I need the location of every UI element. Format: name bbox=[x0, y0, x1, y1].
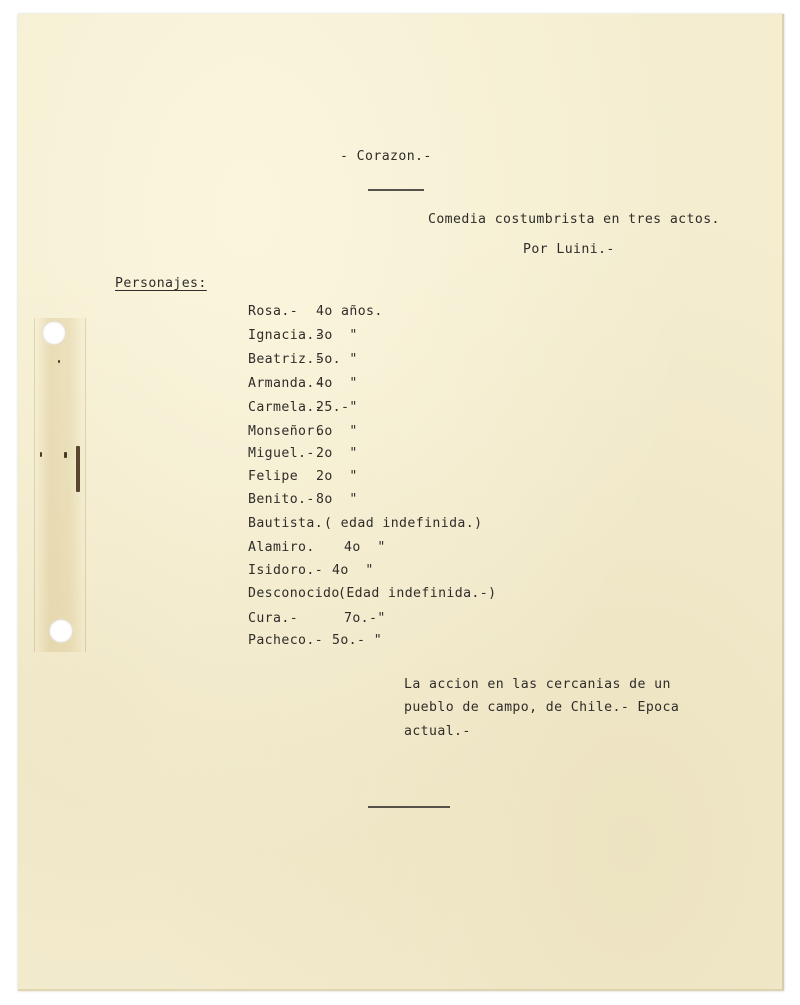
setting-line: La accion en las cercanias de un bbox=[404, 677, 671, 692]
setting-line: actual.- bbox=[404, 724, 471, 739]
ink-speck bbox=[76, 446, 80, 492]
cast-name: Pacheco.- bbox=[248, 633, 324, 648]
ink-speck bbox=[40, 452, 42, 457]
cast-name: Alamiro. bbox=[248, 540, 315, 555]
cast-age: 8o " bbox=[316, 492, 358, 507]
cast-name: Beatriz.- bbox=[248, 352, 324, 367]
cast-age: 7o.-" bbox=[344, 611, 386, 626]
punch-hole-bottom bbox=[49, 619, 73, 643]
cast-name: Felipe bbox=[248, 469, 299, 484]
play-title: - Corazon.- bbox=[340, 149, 432, 164]
cast-age: 6o " bbox=[316, 424, 358, 439]
cast-name: Armanda.- bbox=[248, 376, 324, 391]
cast-age: 4o " bbox=[332, 563, 374, 578]
cast-name: Cura.- bbox=[248, 611, 299, 626]
cast-age: ( edad indefinida.) bbox=[324, 516, 483, 531]
cast-age: 4o " bbox=[344, 540, 386, 555]
cast-age: 3o " bbox=[316, 328, 358, 343]
cast-name: Rosa.- bbox=[248, 304, 299, 319]
cast-name: Carmela.- bbox=[248, 400, 324, 415]
cast-name: Isidoro.- bbox=[248, 563, 324, 578]
cast-name: Bautista. bbox=[248, 516, 324, 531]
cast-name: Monseñor. bbox=[248, 424, 324, 439]
ink-speck bbox=[64, 452, 67, 458]
cast-name: Miguel.- bbox=[248, 446, 315, 461]
play-subtitle: Comedia costumbrista en tres actos. bbox=[428, 212, 720, 227]
cast-age: 4o " bbox=[316, 376, 358, 391]
cast-age: (Edad indefinida.-) bbox=[338, 586, 497, 601]
cast-heading: Personajes: bbox=[115, 276, 207, 291]
cast-age: 2o " bbox=[316, 469, 358, 484]
cast-name: Ignacia.- bbox=[248, 328, 324, 343]
cast-age: 5o.- " bbox=[332, 633, 383, 648]
title-rule bbox=[368, 189, 424, 191]
cast-name: Desconocido bbox=[248, 586, 340, 601]
closing-rule bbox=[368, 806, 450, 808]
cast-name: Benito.- bbox=[248, 492, 315, 507]
setting-line: pueblo de campo, de Chile.- Epoca bbox=[404, 700, 680, 715]
ink-speck bbox=[58, 360, 60, 363]
punch-hole-top bbox=[42, 321, 66, 345]
cast-age: 25.-" bbox=[316, 400, 358, 415]
cast-age: 5o. " bbox=[316, 352, 358, 367]
cast-age: 2o " bbox=[316, 446, 358, 461]
cast-age: 4o años. bbox=[316, 304, 383, 319]
play-author: Por Luini.- bbox=[523, 242, 615, 257]
